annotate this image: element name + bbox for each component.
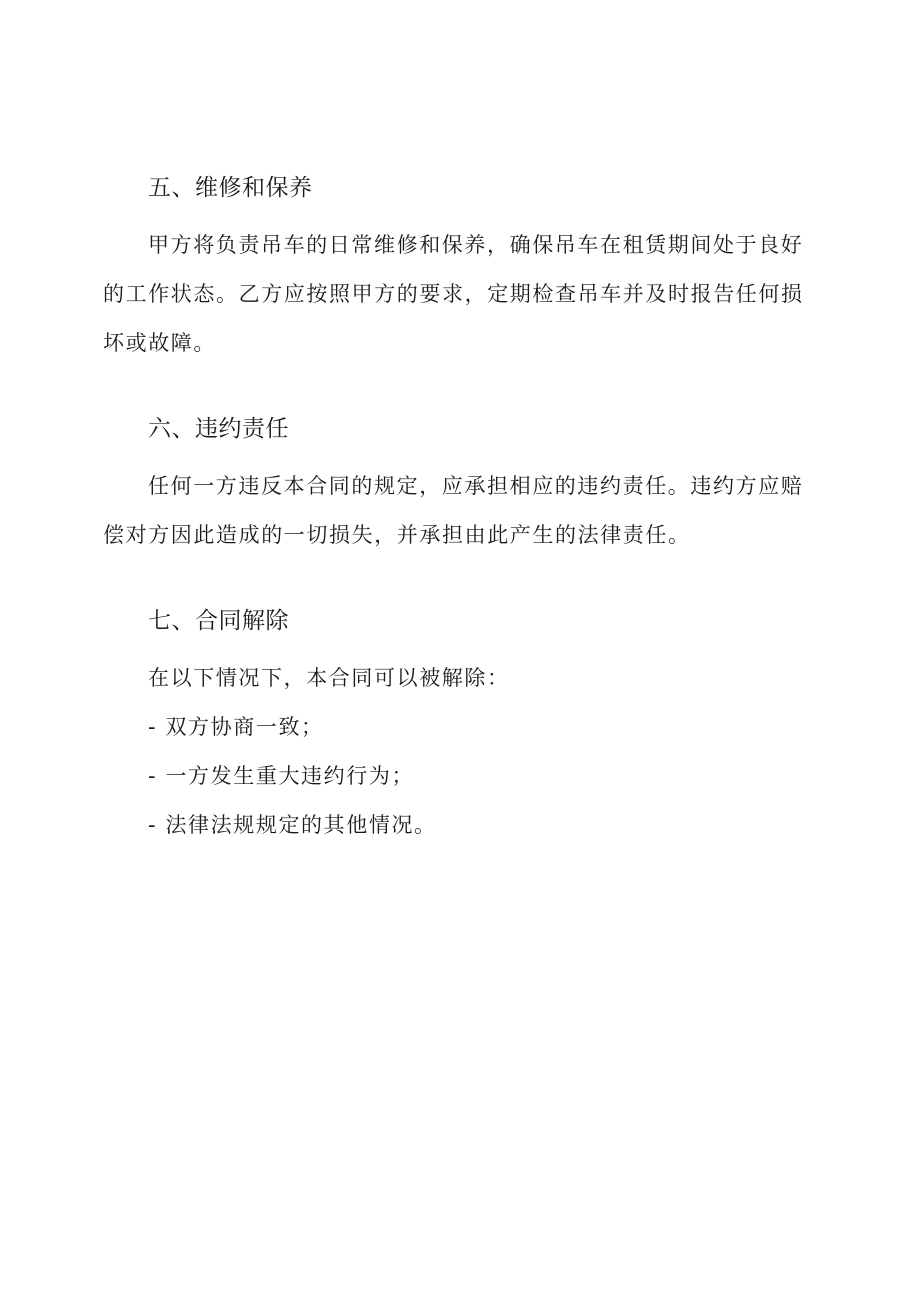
paragraph-line: 任何一方违反本合同的规定，应承担相应的违约责任。违约方应赔 — [148, 474, 804, 498]
paragraph-line: 甲方将负责吊车的日常维修和保养，确保吊车在租赁期间处于良好 — [148, 233, 804, 257]
section-breach-liability — [103, 416, 817, 560]
paragraph-line: 坏或故障。 — [103, 331, 216, 355]
termination-conditions-list — [103, 703, 817, 850]
paragraph-line: 的工作状态。乙方应按照甲方的要求，定期检查吊车并及时报告任何损 — [103, 282, 804, 306]
list-item: - 双方协商一致； — [148, 715, 324, 739]
list-item: - 一方发生重大违约行为； — [148, 764, 415, 788]
section-heading: 五、维修和保养 — [148, 175, 313, 201]
section-paragraph — [103, 221, 817, 368]
section-paragraph — [103, 462, 817, 560]
section-heading: 六、违约责任 — [148, 416, 289, 442]
list-item: - 法律法规规定的其他情况。 — [148, 813, 437, 837]
section-maintenance — [103, 175, 817, 368]
section-intro: 在以下情况下，本合同可以被解除： — [148, 666, 510, 690]
section-heading: 七、合同解除 — [148, 608, 289, 634]
paragraph-line: 偿对方因此造成的一切损失，并承担由此产生的法律责任。 — [103, 523, 691, 547]
section-contract-termination — [103, 608, 817, 850]
